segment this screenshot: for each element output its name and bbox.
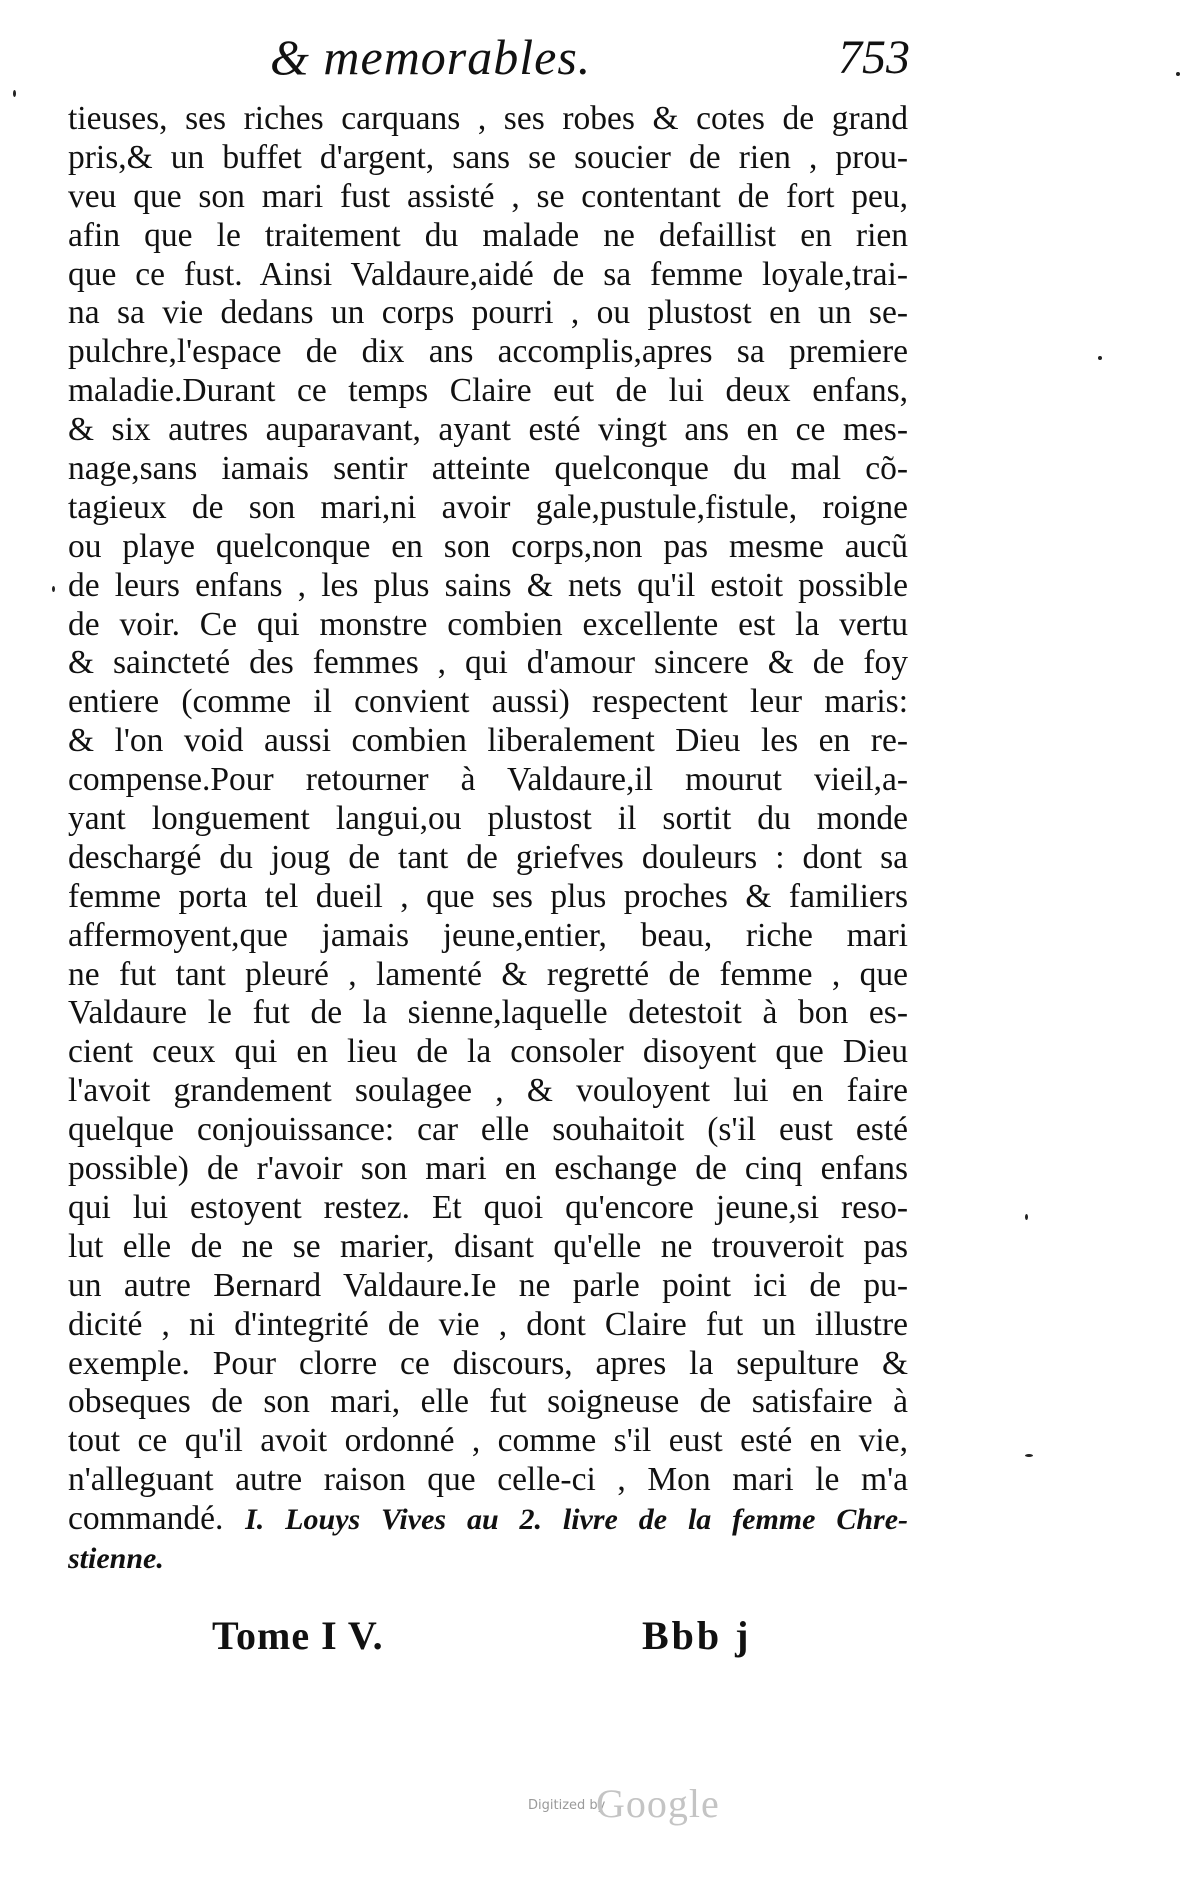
text-line: de leurs enfans , les plus sains & nets qu'il estoit possible <box>68 566 908 604</box>
text-line: maladie.Durant ce temps Claire eut de lui deux enfans, <box>68 372 908 410</box>
text-line: ou playe quelconque en son corps,non pas mesme aucũ <box>68 527 908 565</box>
page-footer <box>212 1612 772 1672</box>
ink-speck <box>1098 356 1102 360</box>
text-line: exemple. Pour clorre ce discours, apres la sepulture & <box>68 1344 908 1382</box>
running-title: & memorables. <box>270 29 592 85</box>
text-line: n'alleguant autre raison que celle-ci , Mon mari le m'a <box>68 1461 908 1499</box>
text-line: l'avoit grandement soulagee , & vouloyent lui en faire <box>68 1072 908 1110</box>
text-line: ne fut tant pleuré , lamenté & regretté de femme , que <box>68 955 908 993</box>
text-line: compense.Pour retourner à Valdaure,il mourut vieil,a- <box>68 761 908 799</box>
body-text <box>68 100 908 1578</box>
text-line: Valdaure le fut de la sienne,laquelle detestoit à bon es- <box>68 994 908 1032</box>
text-line: dicité , ni d'integrité de vie , dont Claire fut un illustre <box>68 1305 908 1343</box>
text-line: afin que le traitement du malade ne defaillist en rien <box>68 216 908 254</box>
text-line: tout ce qu'il avoit ordonné , comme s'il eust esté en vie, <box>68 1422 908 1460</box>
closing-word: commandé. <box>68 1500 224 1538</box>
citation-line <box>68 1500 908 1539</box>
google-logo: Google <box>596 1781 720 1826</box>
page-number: 753 <box>838 31 910 84</box>
text-line: qui lui estoyent restez. Et quoi qu'encore jeune,si reso- <box>68 1188 908 1226</box>
citation-end-text: stienne. <box>68 1541 164 1575</box>
digitization-watermark <box>528 1780 768 1830</box>
text-line: lut elle de ne se marier, disant qu'elle ne trouveroit pas <box>68 1227 908 1265</box>
text-line: & six autres auparavant, ayant esté vingt ans en ce mes- <box>68 411 908 449</box>
text-line: cient ceux qui en lieu de la consoler disoyent que Dieu <box>68 1033 908 1071</box>
text-line: quelque conjouissance: car elle souhaitoit (s'il eust esté <box>68 1111 908 1149</box>
citation-end-line <box>68 1539 908 1578</box>
ink-speck <box>1176 72 1180 76</box>
catchword: Bbb j <box>642 1613 752 1658</box>
ink-speck <box>13 90 16 97</box>
text-line: nage,sans iamais sentir atteinte quelconque du mal cõ- <box>68 450 908 488</box>
text-line: pulchre,l'espace de dix ans accomplis,apres sa premiere <box>68 333 908 371</box>
text-line: & l'on void aussi combien liberalement Dieu les en re- <box>68 722 908 760</box>
ink-speck <box>52 586 55 592</box>
text-line: yant longuement langui,ou plustost il sortit du monde <box>68 800 908 838</box>
citation-text: I. Louys Vives au 2. livre de la femme Chre- <box>245 1503 908 1537</box>
text-line: entiere (comme il convient aussi) respectent leur maris: <box>68 683 908 721</box>
text-line: & saincteté des femmes , qui d'amour sincere & de foy <box>68 644 908 682</box>
text-line: tieuses, ses riches carquans , ses robes & cotes de grand <box>68 100 908 137</box>
text-line: affermoyent,que jamais jeune,entier, beau, riche mari <box>68 916 908 954</box>
text-line: deschargé du joug de tant de griefves douleurs : dont sa <box>68 838 908 876</box>
text-line: un autre Bernard Valdaure.Ie ne parle point ici de pu- <box>68 1266 908 1304</box>
text-line: obseques de son mari, elle fut soigneuse de satisfaire à <box>68 1383 908 1421</box>
text-line: de voir. Ce qui monstre combien excellente est la vertu <box>68 605 908 643</box>
ink-speck <box>1025 1454 1033 1457</box>
text-line: femme porta tel dueil , que ses plus proches & familiers <box>68 877 908 915</box>
text-line: tagieux de son mari,ni avoir gale,pustule,fistule, roigne <box>68 488 908 526</box>
text-line: veu que son mari fust assisté , se contentant de fort peu, <box>68 177 908 215</box>
text-line: pris,& un buffet d'argent, sans se soucier de rien , prou- <box>68 138 908 176</box>
text-line: que ce fust. Ainsi Valdaure,aidé de sa femme loyale,trai- <box>68 255 908 293</box>
digitized-by-label: Digitized by <box>528 1798 606 1813</box>
page-header <box>270 28 910 98</box>
text-line: na sa vie dedans un corps pourri , ou plustost en un se- <box>68 294 908 332</box>
ink-speck <box>1025 1214 1028 1220</box>
text-line: possible) de r'avoir son mari en eschange de cinq enfans <box>68 1150 908 1188</box>
signature-mark: Tome I V. <box>212 1613 384 1658</box>
